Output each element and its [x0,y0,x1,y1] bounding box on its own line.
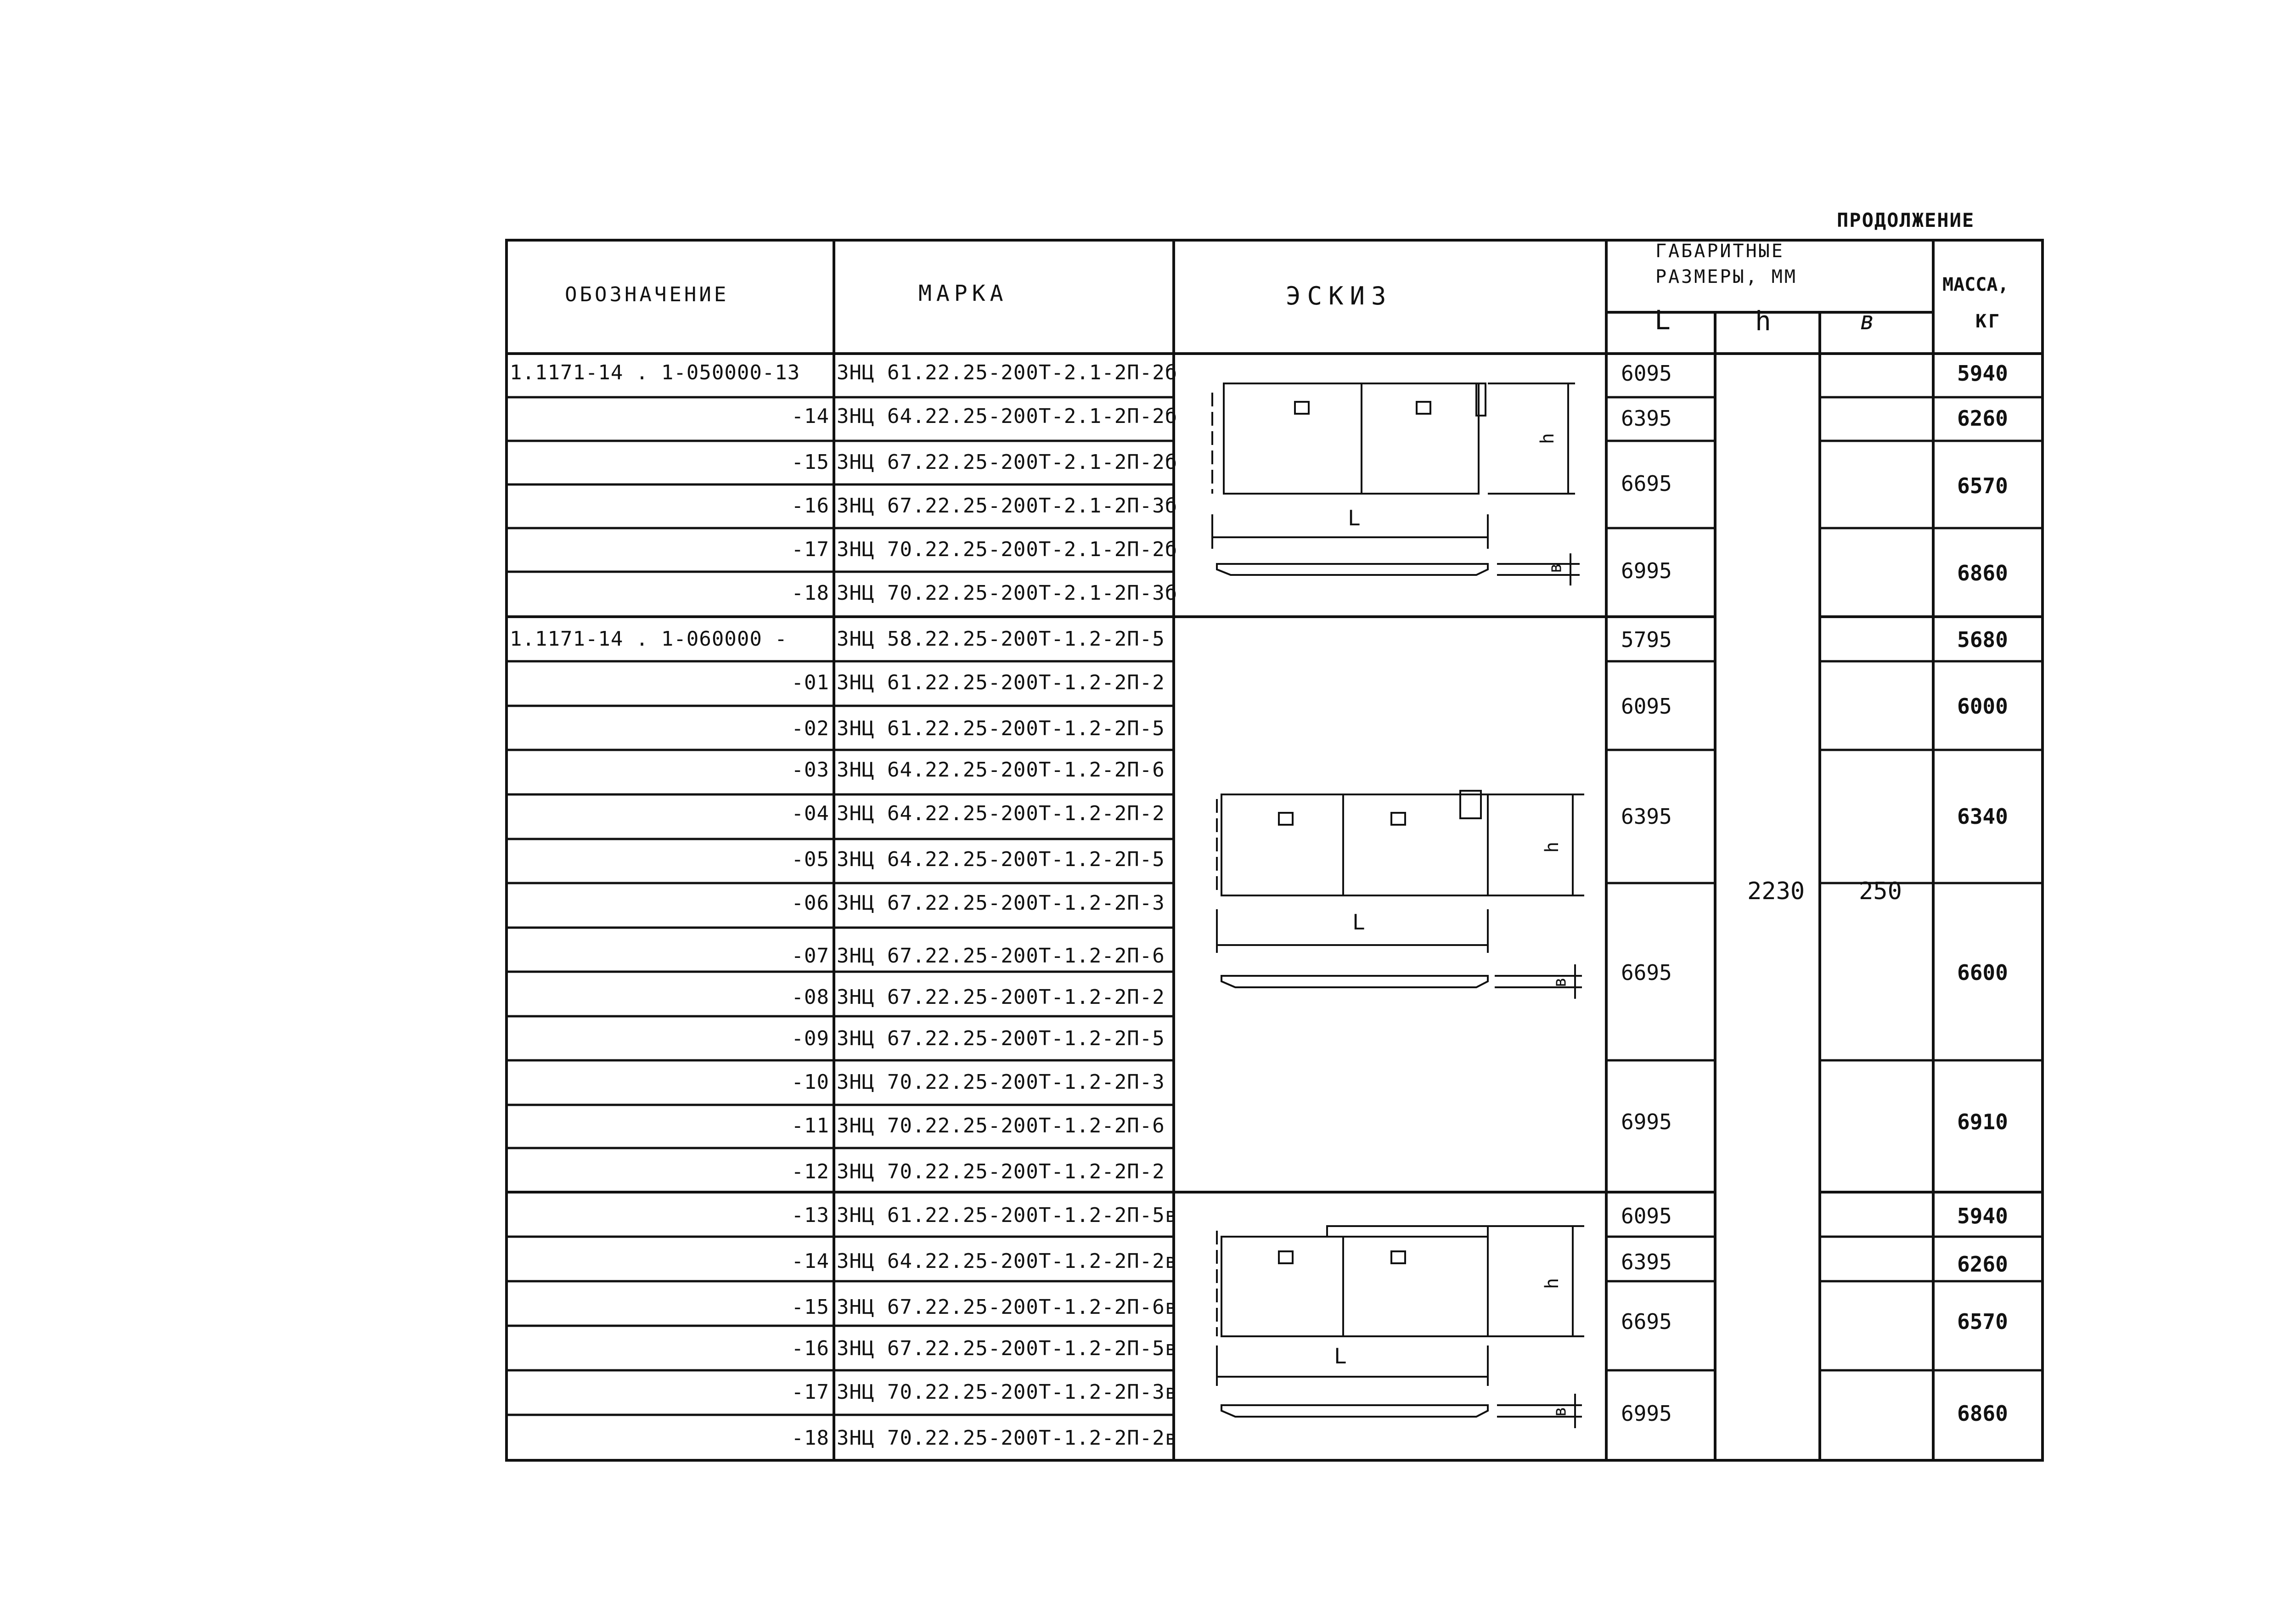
length-value: 6395 [1621,804,1672,829]
row-23-mark: 3НЦ 67.22.25-200Т-1.2-2П-5в [837,1337,1178,1360]
mass-value: 6260 [1957,1252,2008,1277]
row-2-mark: 3НЦ 64.22.25-200Т-2.1-2П-2б [837,405,1178,428]
header-sketch: ЭСКИЗ [1286,281,1393,310]
header-col-b: в [1860,306,1875,335]
mass-value: 6570 [1957,473,2008,498]
mass-value: 5680 [1957,627,2008,652]
header-mass-line2: КГ [1975,311,2002,332]
row-10-mark: 3НЦ 64.22.25-200Т-1.2-2П-6 [837,758,1165,782]
length-value: 6995 [1621,1401,1672,1426]
mass-value: 6910 [1957,1109,2008,1134]
row-15-mark: 3НЦ 67.22.25-200Т-1.2-2П-2 [837,985,1165,1009]
header-dims-line1: ГАБАРИТНЫЕ [1655,241,1784,262]
mass-value: 5940 [1957,1204,2008,1228]
sketch1-b-label: в [1545,563,1565,574]
sketch2-h-label: h [1542,841,1563,853]
row-20-designation: -13 [791,1204,829,1227]
header-dims-line2: РАЗМЕРЫ, ММ [1655,266,1797,287]
length-value: 6995 [1621,558,1672,583]
row-6-mark: 3НЦ 70.22.25-200Т-2.1-2П-3б [837,581,1178,605]
row-16-mark: 3НЦ 67.22.25-200Т-1.2-2П-5 [837,1027,1165,1050]
row-3-designation: -15 [791,450,829,474]
sketch1-h-label: h [1537,433,1559,445]
mass-value: 6340 [1957,804,2008,829]
length-value: 6095 [1621,361,1672,386]
mass-value: 5940 [1957,361,2008,386]
row-1-mark: 3НЦ 61.22.25-200Т-2.1-2П-2б [837,361,1178,384]
sketch3-b-label: в [1549,1406,1570,1417]
length-value: 6995 [1621,1109,1672,1134]
row-11-designation: -04 [791,802,829,825]
row-11-mark: 3НЦ 64.22.25-200Т-1.2-2П-2 [837,802,1165,825]
row-23-designation: -16 [791,1337,829,1360]
row-8-designation: -01 [791,671,829,694]
length-value: 6095 [1621,694,1672,719]
sketch2-b-label: в [1549,977,1570,988]
row-22-mark: 3НЦ 67.22.25-200Т-1.2-2П-6в [837,1295,1178,1319]
mass-value: 6570 [1957,1309,2008,1334]
row-9-designation: -02 [791,717,829,740]
length-value: 6095 [1621,1204,1672,1228]
length-value: 6695 [1621,960,1672,985]
row-14-designation: -07 [791,944,829,968]
row-13-designation: -06 [791,891,829,915]
row-2-designation: -14 [791,405,829,428]
row-15-designation: -08 [791,985,829,1009]
row-24-mark: 3НЦ 70.22.25-200Т-1.2-2П-3в [837,1380,1178,1404]
row-8-mark: 3НЦ 61.22.25-200Т-1.2-2П-2 [837,671,1165,694]
length-value: 6395 [1621,1250,1672,1274]
row-19-designation: -12 [791,1160,829,1183]
sketch1-L-label: L [1348,506,1361,530]
row-10-designation: -03 [791,758,829,782]
row-21-mark: 3НЦ 64.22.25-200Т-1.2-2П-2в [837,1250,1178,1273]
row-22-designation: -15 [791,1295,829,1319]
header-mark: МАРКА [918,281,1008,306]
row-4-mark: 3НЦ 67.22.25-200Т-2.1-2П-3б [837,494,1178,518]
row-20-mark: 3НЦ 61.22.25-200Т-1.2-2П-5в [837,1204,1178,1227]
row-3-mark: 3НЦ 67.22.25-200Т-2.1-2П-2б [837,450,1178,474]
height-value: 2230 [1747,878,1805,905]
row-24-designation: -17 [791,1380,829,1404]
row-25-designation: -18 [791,1426,829,1450]
mass-value: 6860 [1957,561,2008,585]
row-19-mark: 3НЦ 70.22.25-200Т-1.2-2П-2 [837,1160,1165,1183]
row-9-mark: 3НЦ 61.22.25-200Т-1.2-2П-5 [837,717,1165,740]
row-25-mark: 3НЦ 70.22.25-200Т-1.2-2П-2в [837,1426,1178,1450]
row-6-designation: -18 [791,581,829,605]
row-12-designation: -05 [791,848,829,871]
row-18-mark: 3НЦ 70.22.25-200Т-1.2-2П-6 [837,1114,1165,1137]
thickness-value: 250 [1859,878,1902,905]
row-5-mark: 3НЦ 70.22.25-200Т-2.1-2П-2б [837,538,1178,561]
row-16-designation: -09 [791,1027,829,1050]
length-value: 6695 [1621,1309,1672,1334]
row-12-mark: 3НЦ 64.22.25-200Т-1.2-2П-5 [837,848,1165,871]
length-value: 6695 [1621,471,1672,496]
sketch3-L-label: L [1334,1344,1347,1368]
sketch2-L-label: L [1352,910,1365,934]
row-1-designation: 1.1171-14 . 1-050000-13 [510,361,800,384]
mass-value: 6000 [1957,694,2008,719]
header-designation: ОБОЗНАЧЕНИЕ [565,283,729,306]
length-value: 6395 [1621,406,1672,431]
header-col-L: L [1654,304,1671,336]
row-5-designation: -17 [791,538,829,561]
sketch3-h-label: h [1542,1278,1563,1289]
row-4-designation: -16 [791,494,829,518]
row-7-designation: 1.1171-14 . 1-060000 - [510,627,788,651]
row-13-mark: 3НЦ 67.22.25-200Т-1.2-2П-3 [837,891,1165,915]
mass-value: 6600 [1957,960,2008,985]
row-14-mark: 3НЦ 67.22.25-200Т-1.2-2П-6 [837,944,1165,968]
row-18-designation: -11 [791,1114,829,1137]
row-7-mark: 3НЦ 58.22.25-200Т-1.2-2П-5 [837,627,1165,651]
header-col-h: h [1755,305,1771,337]
continuation-label: ПРОДОЛЖЕНИЕ [1837,209,1975,231]
length-value: 5795 [1621,627,1672,652]
row-21-designation: -14 [791,1250,829,1273]
row-17-mark: 3НЦ 70.22.25-200Т-1.2-2П-3 [837,1070,1165,1094]
header-mass-line1: МАССА, [1942,274,2009,295]
row-17-designation: -10 [791,1070,829,1094]
mass-value: 6860 [1957,1401,2008,1426]
mass-value: 6260 [1957,406,2008,431]
